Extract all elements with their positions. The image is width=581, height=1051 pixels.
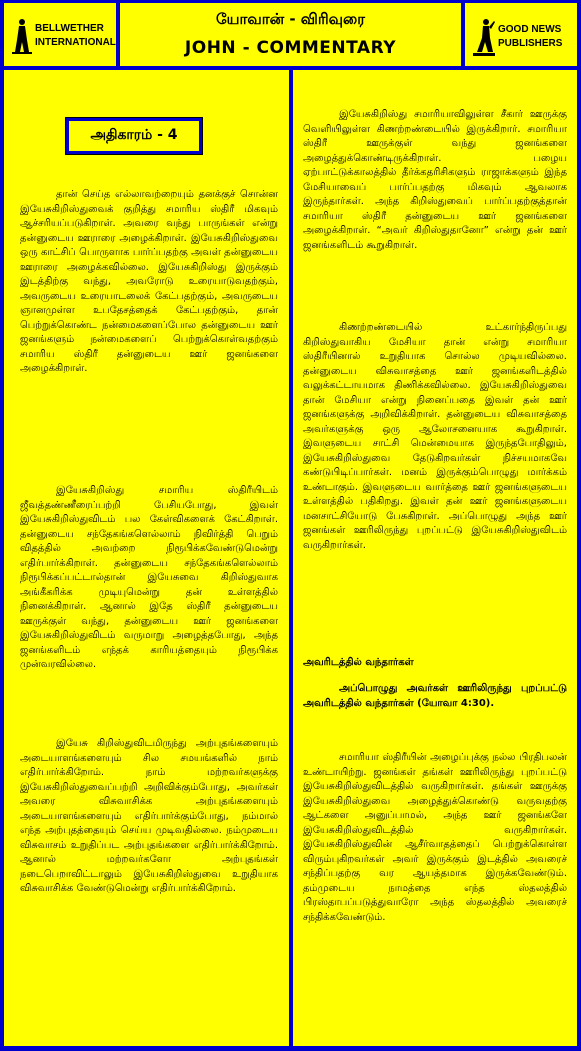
left-paragraph-1: தான் செய்த எல்லாவற்றையும் தனக்குச் சொன்ன இயேசுகிறிஸ்துவைக் குறித்து சமாரிய ஸ்திரீ மிகவும் ஆச்சரியப்படுகிறாள். அவரை வந்து பாருங்கள் என்று தன்னுடைய ஊராரை அழைக்கிறாள். இயேசுகிறிஸ்துவை ஒரு காட்சிப் பொருளாக பார்ப்பதற்கு அவள் தன்னுடைய ஊராரை அழைக்கவில்லை. இயேசுகிறிஸ்து இருக்கும் இடத்திற்கு வந்து, அவரோடு உரையாடுவதற்கும், அவருடைய உரையாடலைக் கேட்பதற்கும், அவருடைய ஞானமுள்ள உபதேசத்தைக் கேட்பதற்கும், தான் பெற்றுக்கொண்ட நன்மைகளைப்போல தன்னுடைய ஊர் ஜனங்களும் நன்மைகளைப் பெற்றுக்கொள்வதற்கும் சமாரிய ஸ்திரீ தன்னுடைய ஊர் ஜனங்களை அழைக்கிறாள்.	[20, 189, 278, 374]
subheading: அவரிடத்தில் வந்தார்கள்	[303, 657, 414, 668]
chapter-label: அதிகாரம் - 4	[66, 118, 202, 154]
bellwether-logo	[12, 18, 116, 54]
right-paragraph-1: இயேசுகிறிஸ்து சமாரியாவிலுள்ள சீகார் ஊருக்கு வெளியிலுள்ள கிணற்றண்டையில் இருக்கிறார். சமாரியா ஸ்திரீ ஊருக்குள் வந்து ஜனங்களை அழைத்துக்கொண்டிருக்கிறாள். பழைய ஏற்பாட்டுக்காலத்தில் தீர்க்கதரிசிகளும் ராஜாக்களும் இந்த மேசியாவைப் பார்ப்பதற்கு மிகவும் ஆவலாக இருந்தார்கள். அந்த கிறிஸ்துவைப் பார்ப்பதற்குத்தான் சமாரியா ஸ்திரீ தன்னுடைய ஊர் ஜனங்களை அழைக்கிறாள். “அவர் கிறிஸ்துதானோ” என்று தன் ஊர் ஜனங்களிடம் கூறுகிறாள்.	[303, 109, 567, 251]
good-news-logo	[473, 18, 570, 56]
left-paragraph-2: இயேசுகிறிஸ்து சமாரிய ஸ்திரீயிடம் ஜீவத்தண்ணீரைப்பற்றி பேசியபோது, இவள் இயேசுகிறிஸ்துவிடம் பல கேள்விகளைக் கேட்கிறாள். தன்னுடைய சந்தேகங்களெல்லாம் நிவிர்த்தி பெறும் விதத்தில் அவற்றை நிரூபிக்கவேண்டுமென்று எதிர்பார்க்கிறாள். தன்னுடைய சந்தேகங்களெல்லாம் நிரூபிக்கப்பட்டால்தான் இயேசுவை கிறிஸ்துவாக அங்கீகரிக்க முடியுமென்று தன் உள்ளத்தில் நினைக்கிறாள். ஆனால் இதே ஸ்திரீ தன்னுடைய ஊருக்குள் வந்து, தன்னுடைய ஊர் ஜனங்களை இயேசுகிறிஸ்துவிடம் வருமாறு அழைத்தபோது, அந்த ஜனங்களிடம் எந்தக் காரியத்தையும் நிரூபிக்க முன்வரவில்லை.	[20, 485, 278, 670]
right-column	[293, 70, 577, 1046]
logo-left-text: BELLWETHER INTERNATIONAL	[35, 23, 116, 48]
runner-figure-icon	[473, 18, 495, 56]
right-paragraph-2: கிணற்றண்டையில் உட்கார்ந்திருப்பது கிறிஸ்துவாகிய மேசியா தான் என்று சமாரியா ஸ்திரீயினால் உறுதியாக சொல்ல முடியவில்லை. தன்னுடைய விசுவாசத்தை ஊர் ஜனங்களிடத்தில் வலுக்கட்டாயமாக திணிக்கவில்லை. இயேசுகிறிஸ்துவை தான் மேசியா என்று நினைப்பதை இவள் தன் ஊர் ஜனங்களுக்கு அறிவிக்கிறாள். தன்னுடைய விசுவாசத்தை அவர்களுக்கு ஒரு ஆலோசனையாக கூறுகிறாள். இவளுடைய சாட்சி மென்மையாக இருந்தபோதிலும், இயேசுகிறிஸ்துவை தேடுகிறவர்கள் நிச்சயமாகவே கண்டுபிடிப்பார்கள். மனம் இருக்கும்பொழுது மார்க்கம் உண்டாகும். இவளுடைய வார்த்தை ஊர் ஜனங்களுடைய உள்ளத்தில் பதிகிறது. இவள் தன் ஊர் ஜனங்களுடைய மனசாட்சியோடு பேசுகிறாள். அப்பொழுது அந்த ஊர் ஜனங்கள் ஊரிலிருந்து புறப்பட்டு இயேசுகிறிஸ்துவிடம் வருகிறார்கள்.	[303, 322, 567, 551]
bell-figure-icon	[12, 18, 32, 54]
title-tamil: யோவான் - விரிவுரை	[216, 10, 365, 28]
header-right-logo-panel	[465, 3, 577, 66]
left-paragraph-3: இயேசு கிறிஸ்துவிடமிருந்து அற்புதங்களையும் அடையாளங்களையும் சில சமயங்களில் நாம் எதிர்பார்க்கிறோம். நாம் மற்றவர்களுக்கு இயேசுகிறிஸ்துவைப்பற்றி அறிவிக்கும்போது, அவர்கள் அவரை விசுவாசிக்க அற்புதங்களையும் அடையாளங்களையும் எதிர்பார்க்கும்போது, நம்மால் எந்த அற்புதத்தையும் செய்ய முடிவதில்லை. நம்முடைய விசுவாசம் உறுதிப்பட அற்புதங்களை எதிர்பார்க்கிறோம். ஆனால் மற்றவர்களோ அற்புதங்கள் நடைபெறாவிட்டாலும் இயேசுகிறிஸ்துவை உறுதியாக விசுவாசிக்க வேண்டுமென்று எதிர்பார்க்கிறோம்.	[20, 738, 278, 894]
right-paragraph-3: சமாரியா ஸ்திரீயின் அழைப்புக்கு நல்ல பிரதிபலன் உண்டாயிற்று. ஜனங்கள் தங்கள் ஊரிலிருந்து புறப்பட்டு இயேசுகிறிஸ்துவிடத்தில் வருகிறார்கள். தங்கள் ஊருக்கு இயேசுகிறிஸ்துவை அழைத்துக்கொண்டு வருவதற்கு ஆட்களை அனுப்பாமல், அந்த ஊர் ஜனங்களே இயேசுகிறிஸ்துவிடத்தில் வருகிறார்கள். இயேசுகிறிஸ்துவின் ஆசீர்வாதத்தைப் பெற்றுக்கொள்ள விரும்புகிறவர்கள் அவர் இருக்கும் இடத்தில் அவரைச் சந்திப்பதற்கு வர ஆயத்தமாக இருக்கவேண்டும். தம்முடைய நாமத்தை எந்த ஸ்தலத்தில் பிரஸ்தாபப்படுத்துவாரோ அந்த ஸ்தலத்தில் அவரைச் சந்திக்கவேண்டும்.	[303, 752, 567, 923]
header-title-panel	[120, 3, 461, 66]
left-column	[4, 70, 289, 1046]
logo-right-text: GOOD NEWS PUBLISHERS	[498, 24, 563, 49]
title-english: JOHN - COMMENTARY	[184, 38, 397, 58]
bible-quote: அப்பொழுது அவர்கள் ஊரிலிருந்து புறப்பட்டு அவரிடத்தில் வந்தார்கள் (யோவா 4:30).	[303, 683, 567, 709]
header-left-logo-panel	[4, 3, 116, 66]
